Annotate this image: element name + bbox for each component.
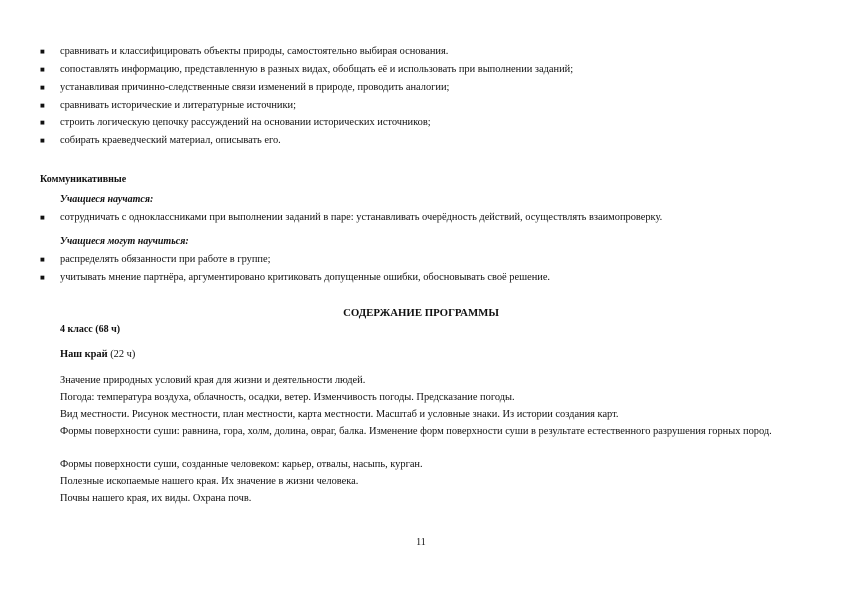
list-item-text: сопоставлять информацию, представленную в разных видах, обобщать её и использовать при выполнении заданий;	[60, 64, 574, 75]
paragraph: Полезные ископаемые нашего края. Их значение в жизни человека.	[60, 476, 359, 487]
bullet-marker: ■	[40, 213, 45, 222]
bullet-marker: ■	[40, 118, 45, 127]
bullet-marker: ■	[40, 83, 45, 92]
list-item-text: собирать краеведческий материал, описывать его.	[60, 135, 281, 146]
bullet-marker: ■	[40, 65, 45, 74]
bullet-marker: ■	[40, 136, 45, 145]
section-heading: Коммуникативные	[40, 174, 127, 185]
list-item-text: сравнивать и классифицировать объекты природы, самостоятельно выбирая основания.	[60, 46, 449, 57]
bullet-marker: ■	[40, 273, 45, 282]
page-title: СОДЕРЖАНИЕ ПРОГРАММЫ	[343, 307, 499, 319]
subsection-heading: Учащиеся могут научиться:	[60, 236, 189, 247]
paragraph: Формы поверхности суши: равнина, гора, холм, долина, овраг, балка. Изменение форм поверхности суши в результате естественного разрушения горных пород.	[60, 426, 772, 437]
list-item-text: сравнивать исторические и литературные источники;	[60, 100, 296, 111]
paragraph: Значение природных условий края для жизни и деятельности людей.	[60, 375, 366, 386]
paragraph: Формы поверхности суши, созданные человеком: карьер, отвалы, насыпь, курган.	[60, 459, 423, 470]
section-title: Наш край	[60, 349, 108, 360]
list-item-text: строить логическую цепочку рассуждений на основании исторических источников;	[60, 117, 431, 128]
bullet-marker: ■	[40, 255, 45, 264]
section-hours: (22 ч)	[107, 349, 136, 360]
bullet-marker: ■	[40, 101, 45, 110]
paragraph: Почвы нашего края, их виды. Охрана почв.	[60, 493, 252, 504]
list-item-text: устанавливая причинно-следственные связи изменений в природе, проводить аналогии;	[60, 82, 450, 93]
paragraph: Вид местности. Рисунок местности, план местности, карта местности. Масштаб и условные знаки. Из истории создания карт.	[60, 409, 619, 420]
list-item-text: сотрудничать с одноклассниками при выполнении заданий в паре: устанавливать очерёдность действий, осуществлять взаимопроверку.	[60, 212, 663, 223]
bullet-marker: ■	[40, 47, 45, 56]
list-item-text: учитывать мнение партнёра, аргументировано критиковать допущенные ошибки, обосновывать своё решение.	[60, 272, 551, 283]
section-heading	[60, 349, 135, 360]
page-number: 11	[416, 537, 426, 548]
paragraph: Погода: температура воздуха, облачность, осадки, ветер. Изменчивость погоды. Предсказание погоды.	[60, 392, 515, 403]
list-item-text: распределять обязанности при работе в группе;	[60, 254, 271, 265]
subsection-heading: Учащиеся научатся:	[60, 194, 154, 205]
grade-heading: 4 класс (68 ч)	[60, 324, 121, 335]
